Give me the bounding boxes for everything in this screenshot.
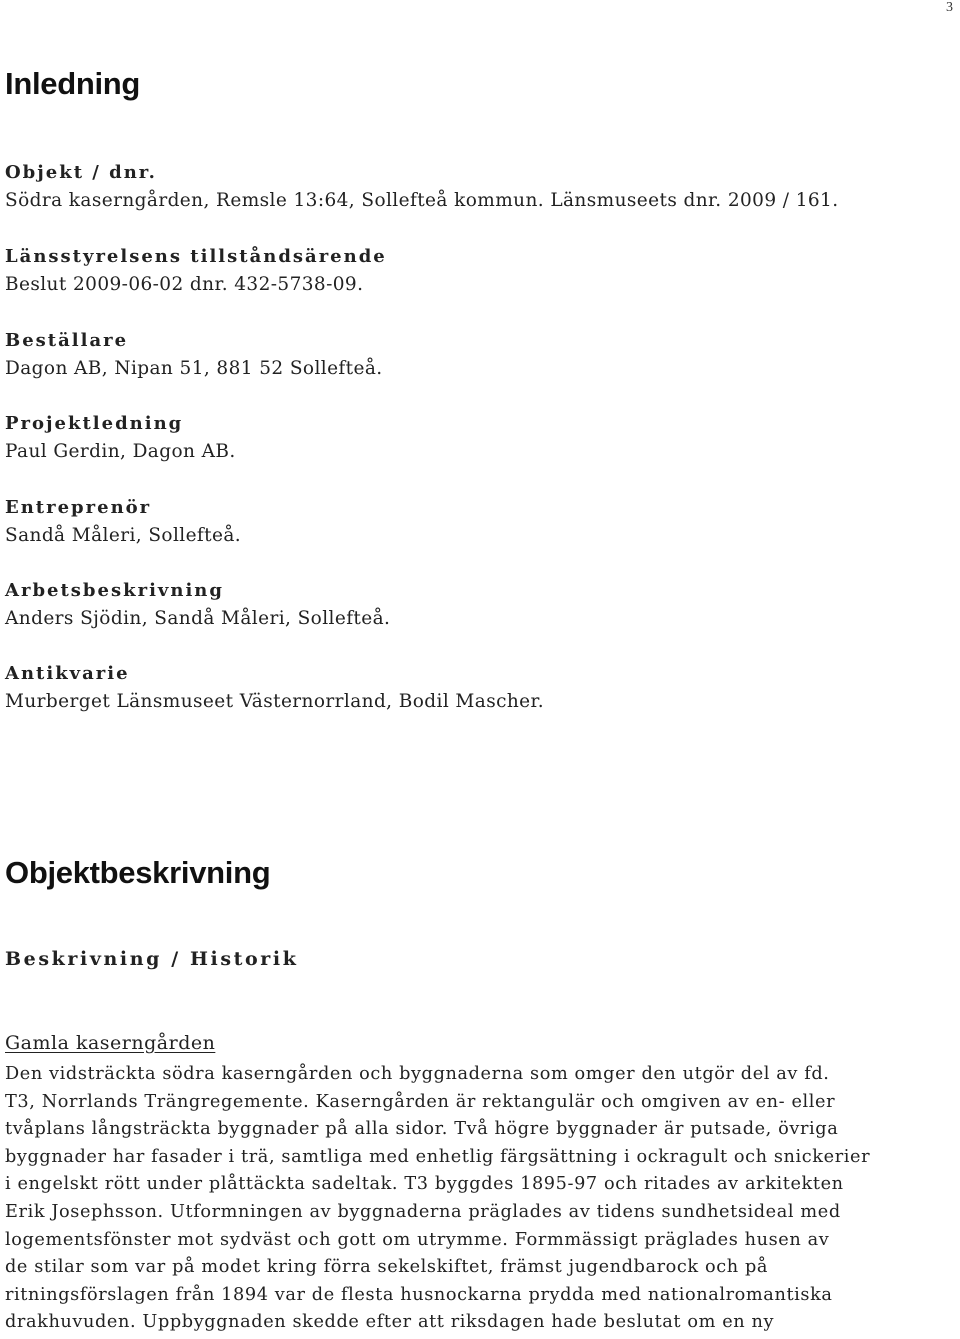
entry-value: Sandå Måleri, Sollefteå. (5, 525, 242, 546)
paragraph-line: Den vidsträckta södra kaserngården och byggnaderna som omger den utgör del av fd. (5, 1064, 830, 1084)
entry-label: Entreprenör (5, 497, 152, 518)
paragraph-line: ritningsförslagen från 1894 var de flesta husnockarna prydda med nationalromantiska (5, 1284, 833, 1305)
entry-label: Arbetsbeskrivning (5, 580, 224, 601)
entry-value: Murberget Länsmuseet Västernorrland, Bodil Mascher. (5, 691, 545, 712)
paragraph-line: drakhuvuden. Uppbyggnaden skedde efter att riksdagen hade beslutat om en ny (5, 1312, 775, 1333)
entry-label: Antikvarie (5, 663, 130, 684)
entry-value: Dagon AB, Nipan 51, 881 52 Sollefteå. (5, 358, 383, 379)
entry-value: Anders Sjödin, Sandå Måleri, Sollefteå. (5, 608, 391, 629)
paragraph-line: logementsfönster mot sydväst och gott om utrymme. Formmässigt präglades husen av (5, 1229, 830, 1250)
entry-tillstandsarende (5, 243, 387, 299)
entry-arbetsbeskrivning (5, 577, 390, 633)
entry-projektledning (5, 410, 236, 466)
entry-label: Beställare (5, 330, 129, 351)
entry-entreprenor (5, 494, 241, 550)
entry-label: Länsstyrelsens tillståndsärende (5, 246, 387, 267)
description-subheading: Beskrivning / Historik (5, 948, 299, 970)
paragraph-line: T3, Norrlands Trängregemente. Kaserngården är rektangulär och omgiven av en- eller (5, 1091, 836, 1112)
description-paragraph (5, 1061, 960, 1337)
section-title: Gamla kaserngården (5, 1032, 216, 1054)
page-number: 3 (946, 0, 953, 15)
entry-antikvarie (5, 660, 544, 716)
entry-value: Paul Gerdin, Dagon AB. (5, 441, 236, 462)
paragraph-line: Erik Josephsson. Utformningen av byggnaderna präglades av tidens sundhetsideal med (5, 1201, 841, 1222)
entry-value: Södra kaserngården, Remsle 13:64, Sollefteå kommun. Länsmuseets dnr. 2009 / 161. (5, 190, 839, 211)
entry-objekt (5, 159, 839, 215)
entry-value: Beslut 2009-06-02 dnr. 432-5738-09. (5, 274, 364, 295)
paragraph-line: de stilar som var på modet kring förra sekelskiftet, främst jugendbarock och på (5, 1257, 769, 1278)
entry-label: Projektledning (5, 413, 184, 434)
intro-heading: Inledning (5, 66, 141, 101)
entry-bestallare (5, 327, 383, 383)
description-heading: Objektbeskrivning (5, 855, 271, 890)
paragraph-line: i engelskt rött under plåttäckta sadeltak. T3 byggdes 1895-97 och ritades av arkitekten (5, 1174, 844, 1195)
paragraph-line: byggnader har fasader i trä, samtliga med enhetlig färgsättning i ockragult och snickerier (5, 1146, 871, 1167)
paragraph-line: tvåplans långsträckta byggnader på alla sidor. Två högre byggnader är putsade, övriga (5, 1119, 839, 1140)
entry-label: Objekt / dnr. (5, 162, 157, 183)
